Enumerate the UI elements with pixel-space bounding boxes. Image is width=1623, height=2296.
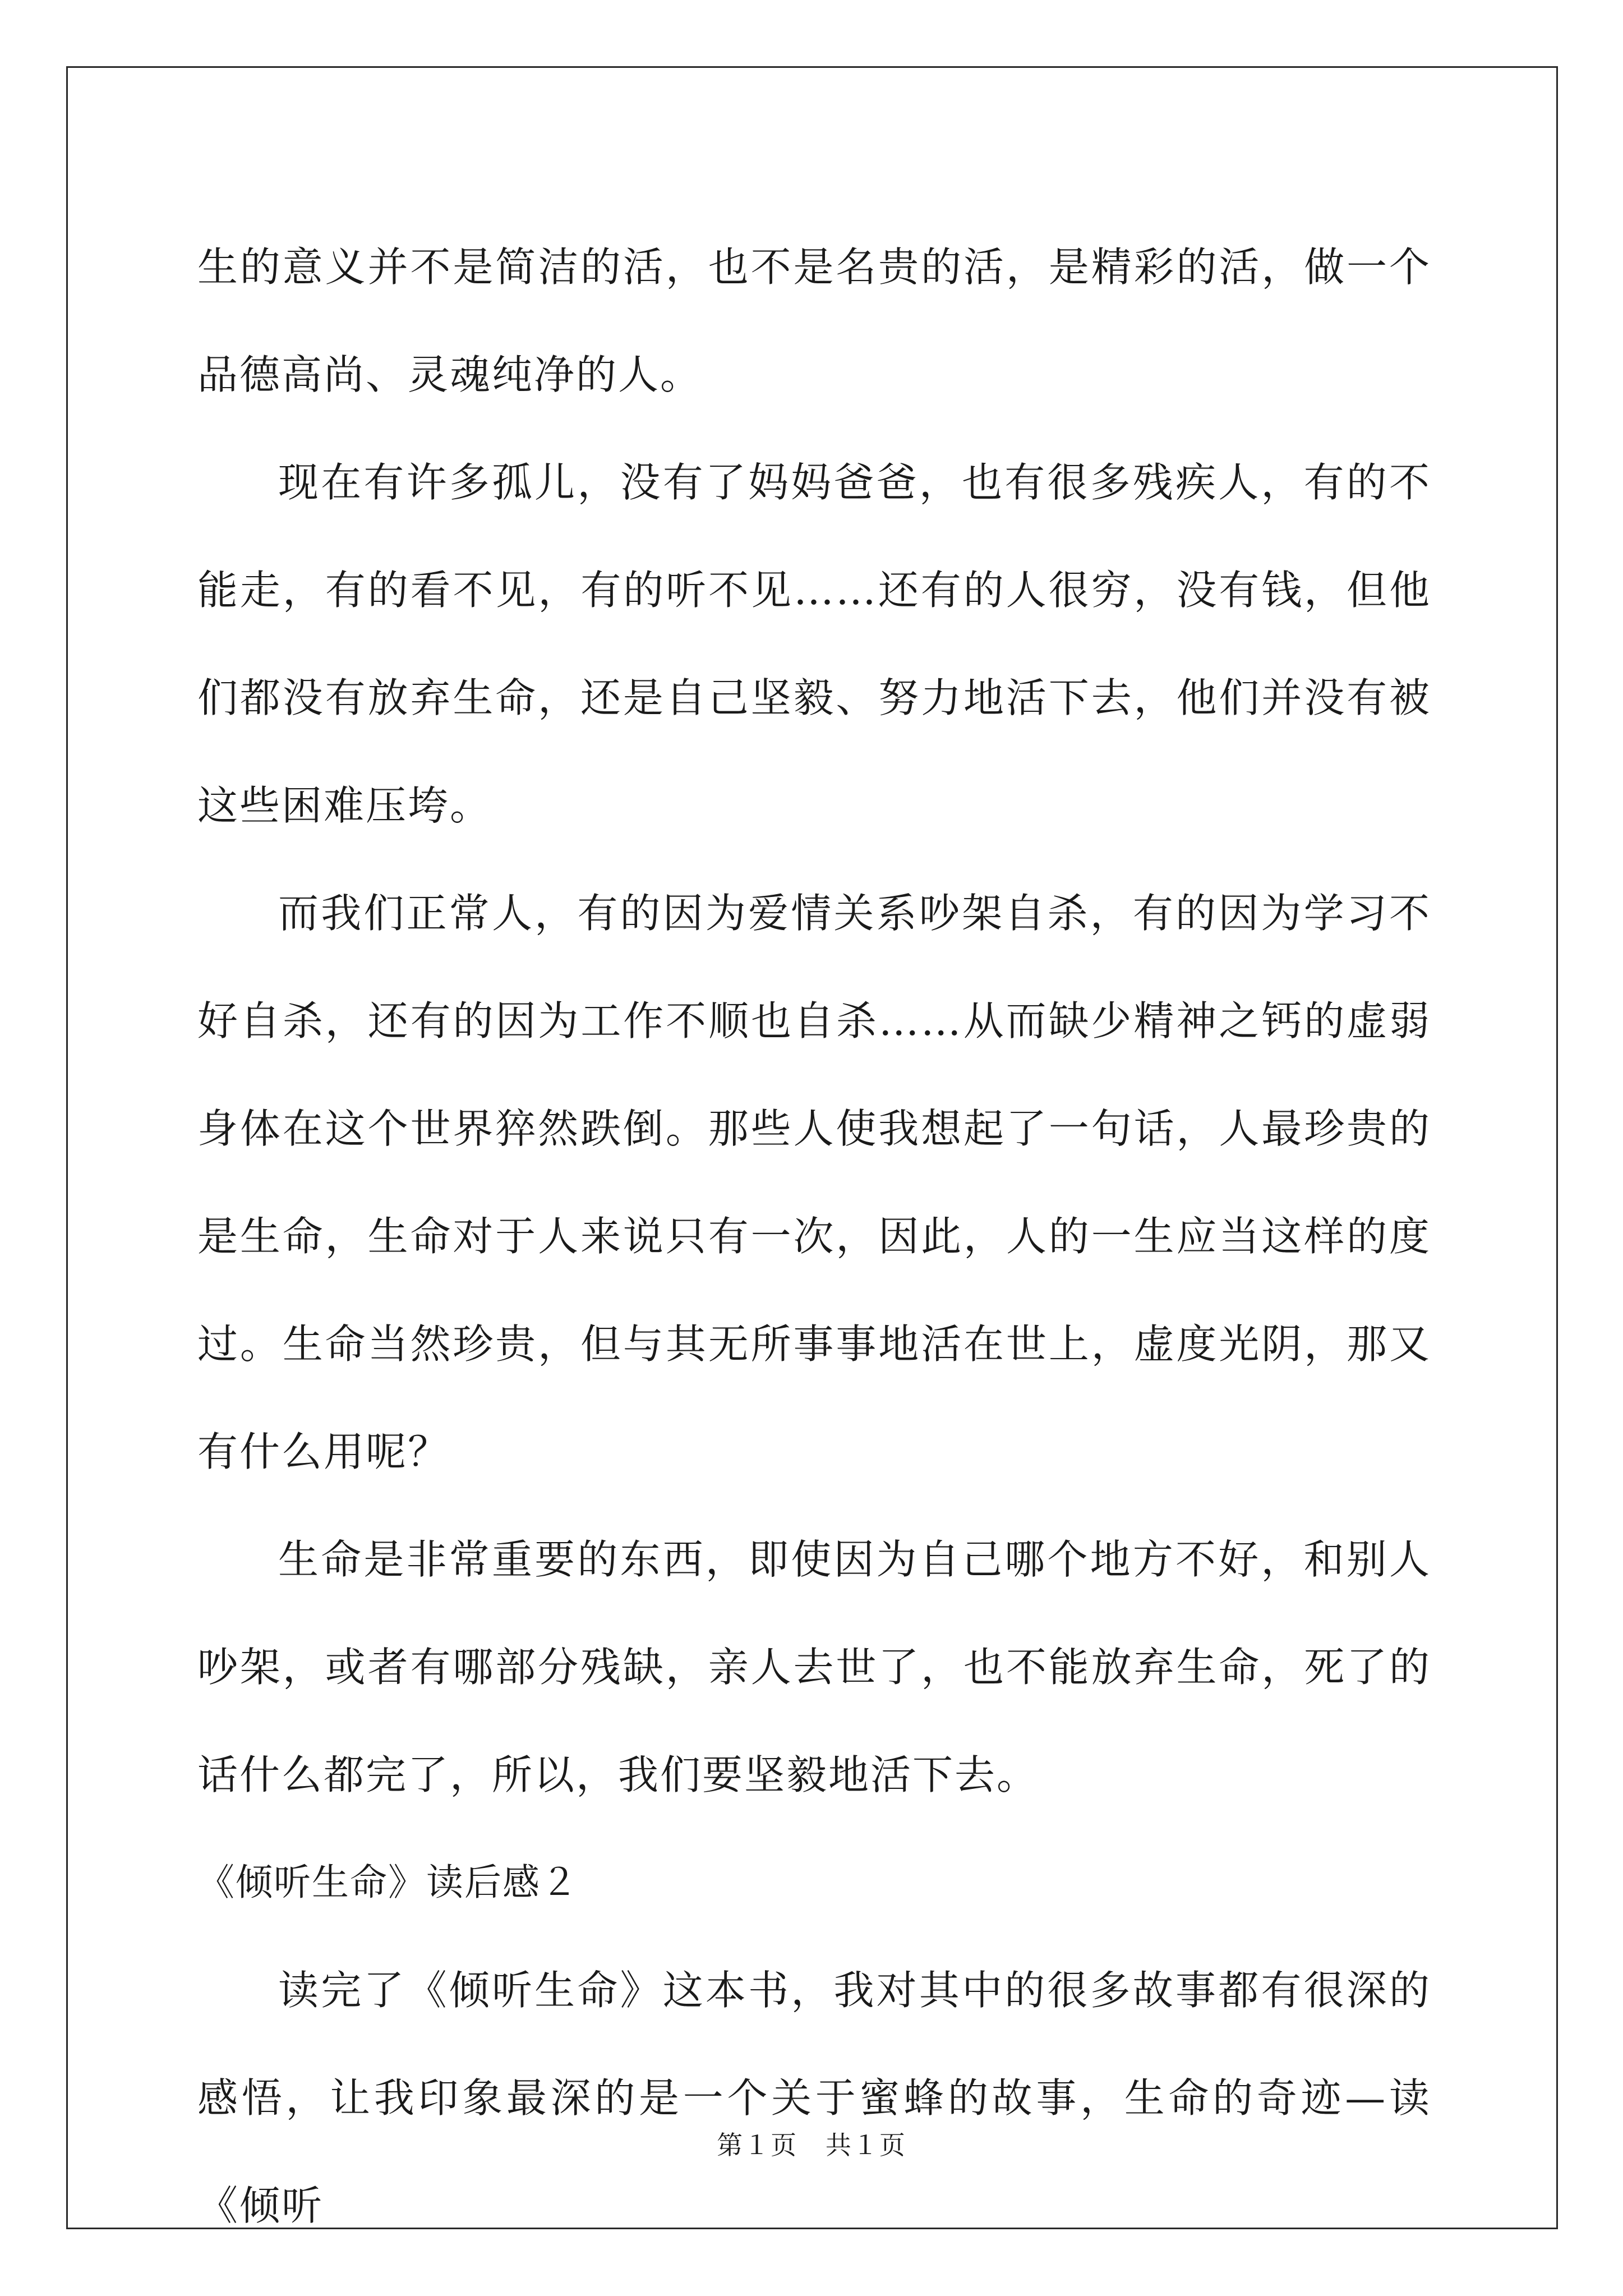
paragraph: 生的意义并不是简洁的活，也不是名贵的活，是精彩的活，做一个品德高尚、灵魂纯净的人。: [197, 243, 1431, 398]
paragraph: 读完了《倾听生命》这本书，我对其中的很多故事都有很深的感悟，让我印象最深的是一个关于蜜蜂的故事，生命的奇迹—读《倾听: [197, 1967, 1431, 2229]
paragraph: 而我们正常人，有的因为爱情关系吵架自杀，有的因为学习不好自杀，还有的因为工作不顺也自杀……从而缺少精神之钙的虚弱身体在这个世界猝然跌倒。那些人使我想起了一句话，人最珍贵的是生命，生命对于人来说只有一次，因此，人的一生应当这样的度过。生命当然珍贵，但与其无所事事地活在世上，虚度光阴，那又有什么用呢？: [197, 890, 1431, 1475]
paragraph: 生命是非常重要的东西，即使因为自己哪个地方不好，和别人吵架，或者有哪部分残缺，亲人去世了，也不能放弃生命，死了的话什么都完了，所以，我们要坚毅地活下去。: [197, 1536, 1431, 1798]
document-body: [197, 213, 1431, 2260]
section-heading: 《倾听生命》读后感２: [197, 1861, 579, 1904]
paragraph: 现在有许多孤儿，没有了妈妈爸爸，也有很多残疾人，有的不能走，有的看不见，有的听不见……还有的人很穷，没有钱，但他们都没有放弃生命，还是自己坚毅、努力地活下去，他们并没有被这些困难压垮。: [197, 459, 1431, 829]
page-footer: 第１页 共１页: [717, 2130, 906, 2160]
